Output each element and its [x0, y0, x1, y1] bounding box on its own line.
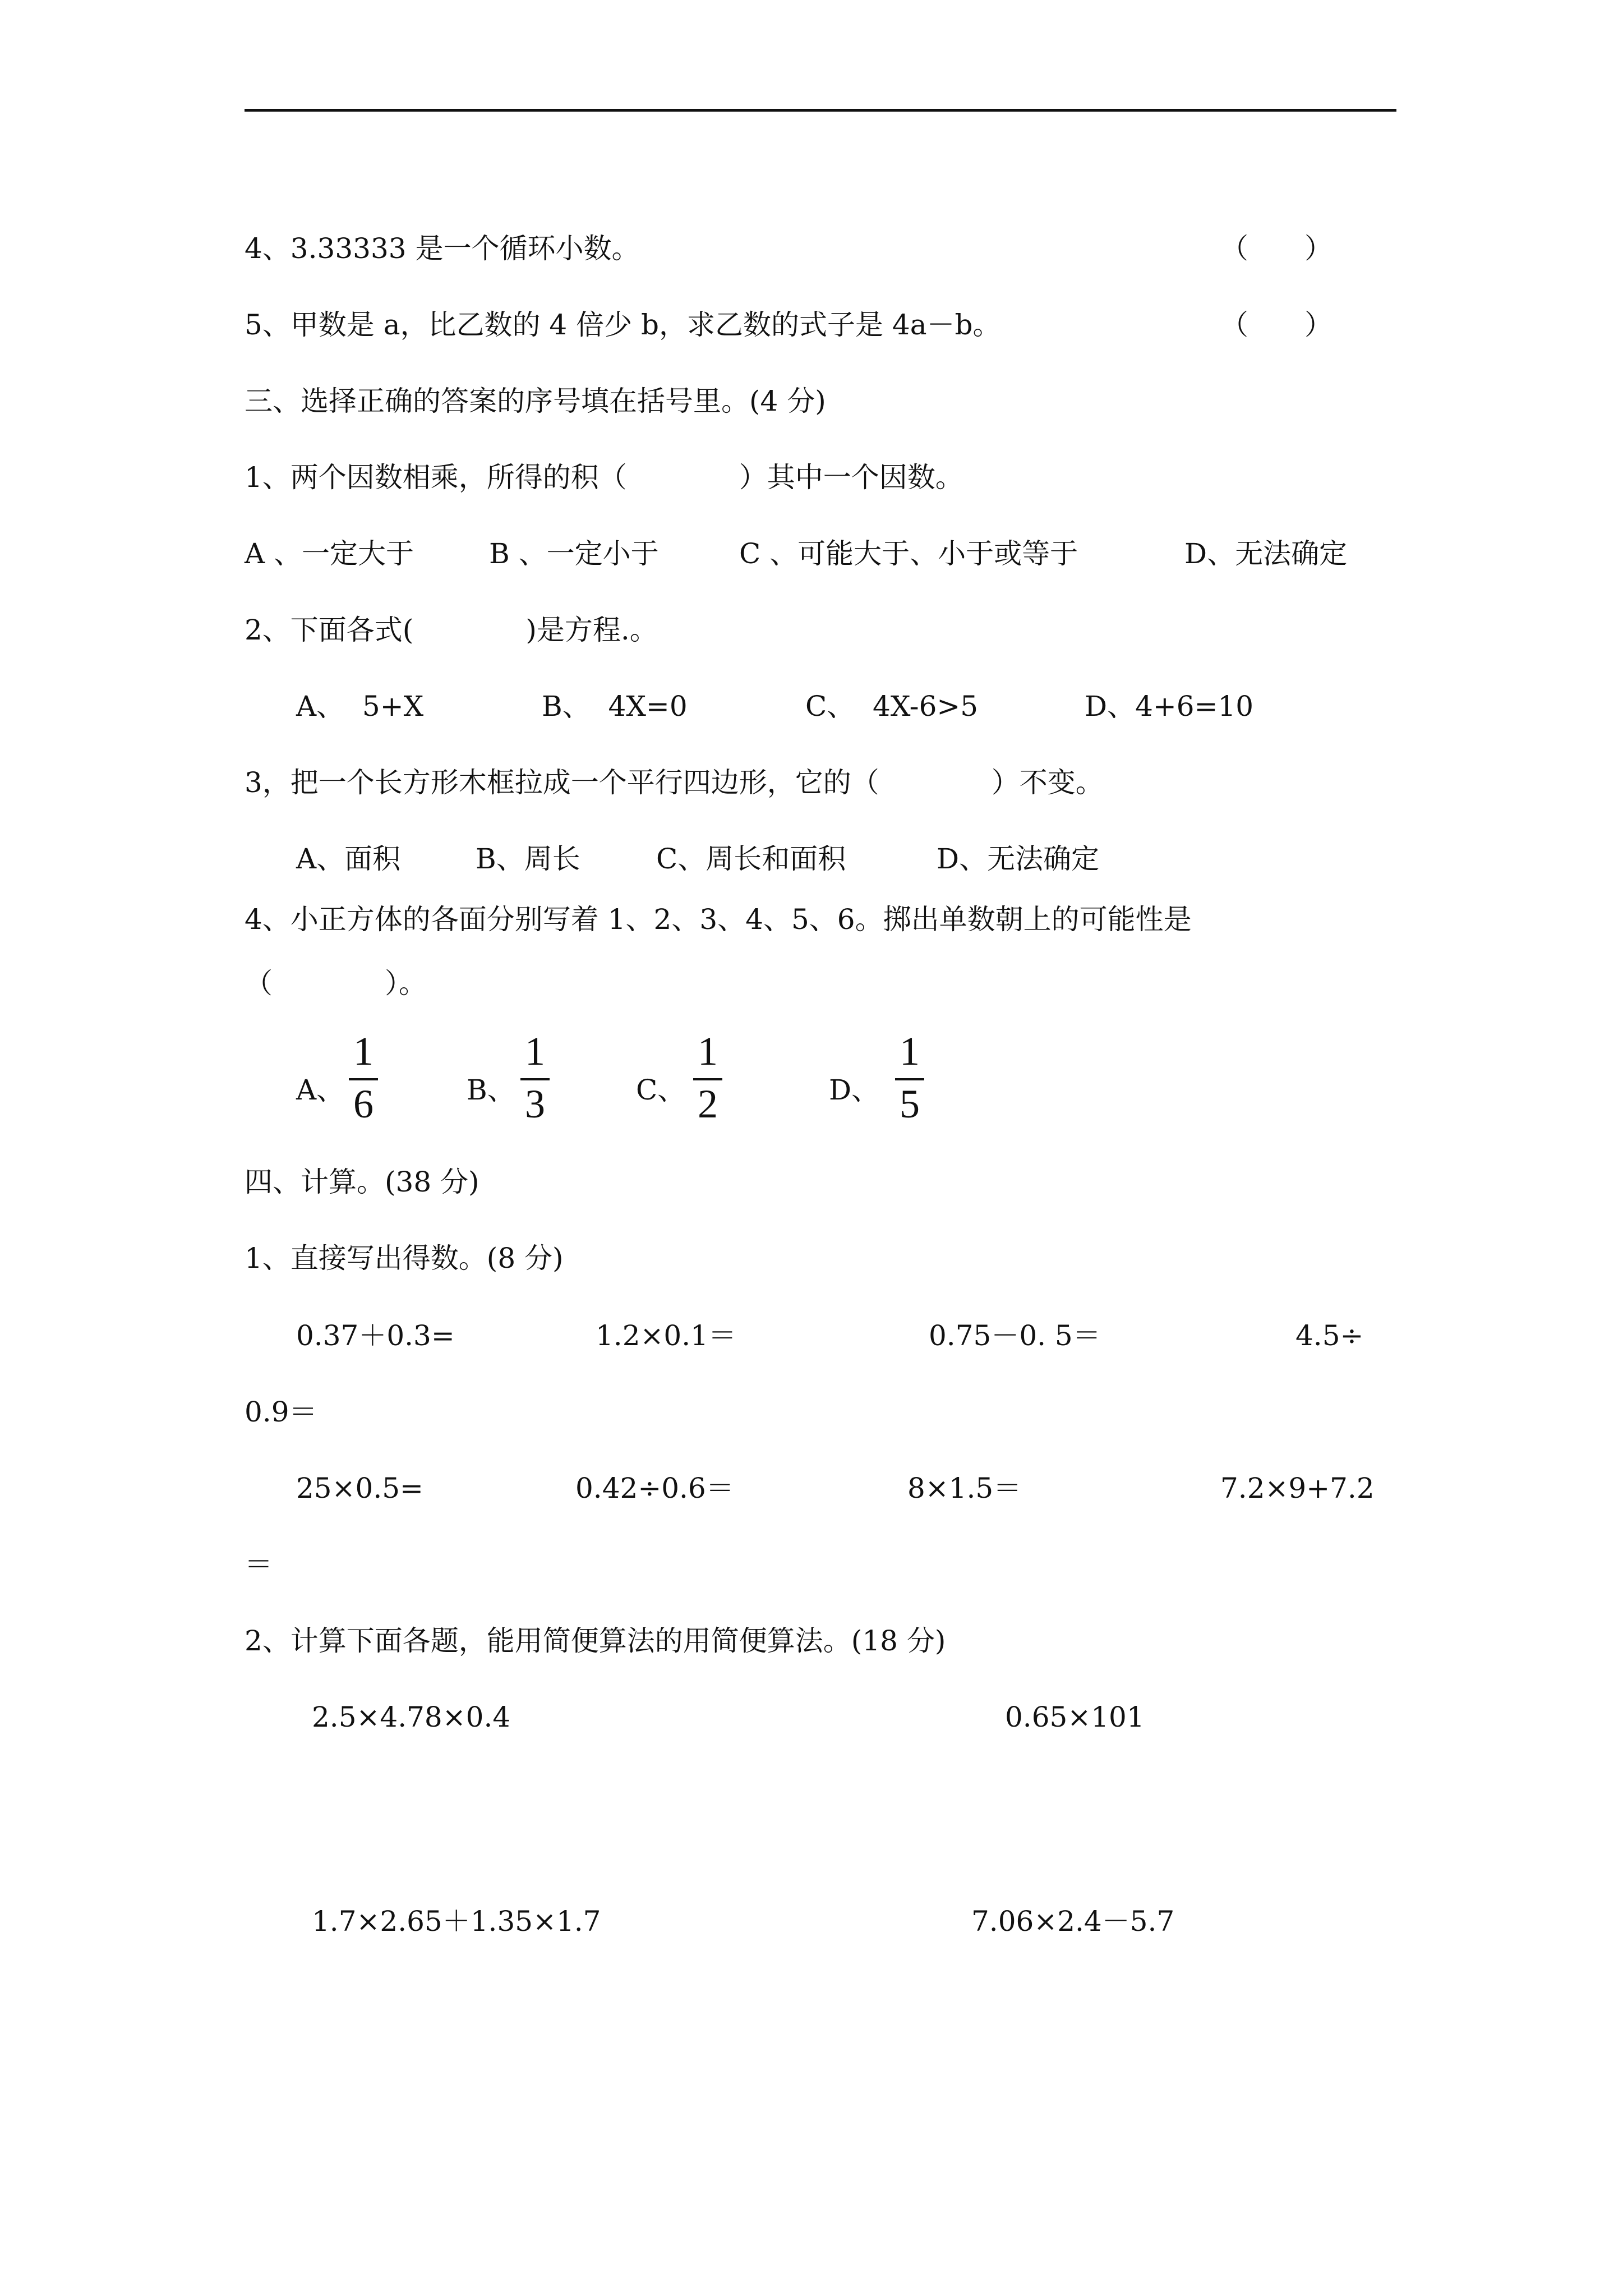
- fraction-a-bar: [349, 1078, 378, 1080]
- fraction-option-a: [347, 1031, 380, 1126]
- calc-row1-wrap: 0.9＝: [245, 1396, 317, 1428]
- calc-row1-item1: 0.37＋0.3=: [296, 1319, 455, 1352]
- calc-row2-item1: 25×0.5=: [296, 1472, 423, 1504]
- judgement-q5-paren: （ ）: [1220, 309, 1332, 341]
- judgement-q4-text: 4、3.33333 是一个循环小数。: [245, 232, 640, 265]
- section3-q4-option-c-label: C、: [636, 1074, 686, 1106]
- fraction-c-denominator: 2: [698, 1082, 718, 1126]
- simplify-problem-3: 1.7×2.65＋1.35×1.7: [312, 1905, 601, 1938]
- simplify-problem-1: 2.5×4.78×0.4: [312, 1701, 511, 1733]
- section3-q3-option-a: A、面积: [296, 843, 401, 875]
- section3-q4-option-a-label: A、: [296, 1074, 345, 1106]
- calc-row2-item2: 0.42÷0.6＝: [575, 1472, 734, 1504]
- fraction-option-b: [518, 1031, 552, 1126]
- section3-q2-option-d: D、4+6=10: [1085, 690, 1254, 723]
- header-rule: [245, 109, 1396, 112]
- fraction-d-denominator: 5: [900, 1082, 920, 1126]
- calc-row2-wrap: ＝: [245, 1548, 273, 1581]
- section3-q2-option-a: A、 5+X: [296, 690, 424, 723]
- calc-row1-item3: 0.75－0. 5＝: [929, 1319, 1101, 1352]
- section4-sub2-heading: 2、计算下面各题，能用简便算法的用简便算法。(18 分): [245, 1625, 946, 1657]
- fraction-option-d: [893, 1031, 926, 1126]
- fraction-a-numerator: 1: [353, 1029, 374, 1074]
- fraction-a-denominator: 6: [353, 1082, 374, 1126]
- simplify-problem-2: 0.65×101: [1005, 1701, 1145, 1733]
- section3-q4-option-d-label: D、: [829, 1074, 880, 1106]
- section3-q2-option-b: B、 4X=0: [542, 690, 688, 723]
- section3-q1-option-b: B 、一定小于: [489, 537, 659, 570]
- fraction-b-denominator: 3: [525, 1082, 545, 1126]
- section3-q2-text: 2、下面各式( )是方程.。: [245, 614, 658, 646]
- section3-q1-option-a: A 、一定大于: [245, 537, 414, 570]
- section3-q3-option-c: C、周长和面积: [656, 843, 846, 875]
- calc-row2-item3: 8×1.5＝: [907, 1472, 1022, 1504]
- judgement-q4-paren: （ ）: [1220, 232, 1332, 265]
- section3-q4-text-wrap: （ ）。: [245, 967, 427, 1000]
- fraction-option-c: [691, 1031, 725, 1126]
- section3-heading: 三、选择正确的答案的序号填在括号里。(4 分): [245, 385, 826, 417]
- section3-q2-option-c: C、 4X-6>5: [805, 690, 979, 723]
- section4-sub1-heading: 1、直接写出得数。(8 分): [245, 1242, 564, 1274]
- section3-q3-text: 3，把一个长方形木框拉成一个平行四边形，它的（ ）不变。: [245, 766, 1104, 799]
- judgement-q5-text: 5、甲数是 a，比乙数的 4 倍少 b，求乙数的式子是 4a－b。: [245, 309, 1001, 341]
- fraction-d-numerator: 1: [900, 1029, 920, 1074]
- calc-row2-item4: 7.2×9+7.2: [1220, 1472, 1375, 1504]
- calc-row1-item2: 1.2×0.1＝: [596, 1319, 736, 1352]
- section3-q1-option-d: D、无法确定: [1184, 537, 1348, 570]
- section3-q1-option-c: C 、可能大于、小于或等于: [739, 537, 1078, 570]
- section4-heading: 四、计算。(38 分): [245, 1166, 479, 1198]
- section3-q4-text: 4、小正方体的各面分别写着 1、2、3、4、5、6。掷出单数朝上的可能性是: [245, 903, 1192, 936]
- section3-q3-option-d: D、无法确定: [937, 843, 1100, 875]
- fraction-c-numerator: 1: [698, 1029, 718, 1074]
- simplify-problem-4: 7.06×2.4－5.7: [971, 1905, 1175, 1938]
- section3-q1-text: 1、两个因数相乘，所得的积（ ）其中一个因数。: [245, 461, 963, 494]
- fraction-c-bar: [693, 1078, 722, 1080]
- fraction-d-bar: [895, 1078, 924, 1080]
- fraction-b-numerator: 1: [525, 1029, 545, 1074]
- fraction-b-bar: [520, 1078, 550, 1080]
- section3-q4-option-b-label: B、: [467, 1074, 515, 1106]
- calc-row1-item4: 4.5÷: [1295, 1319, 1364, 1352]
- section3-q3-option-b: B、周长: [476, 843, 580, 875]
